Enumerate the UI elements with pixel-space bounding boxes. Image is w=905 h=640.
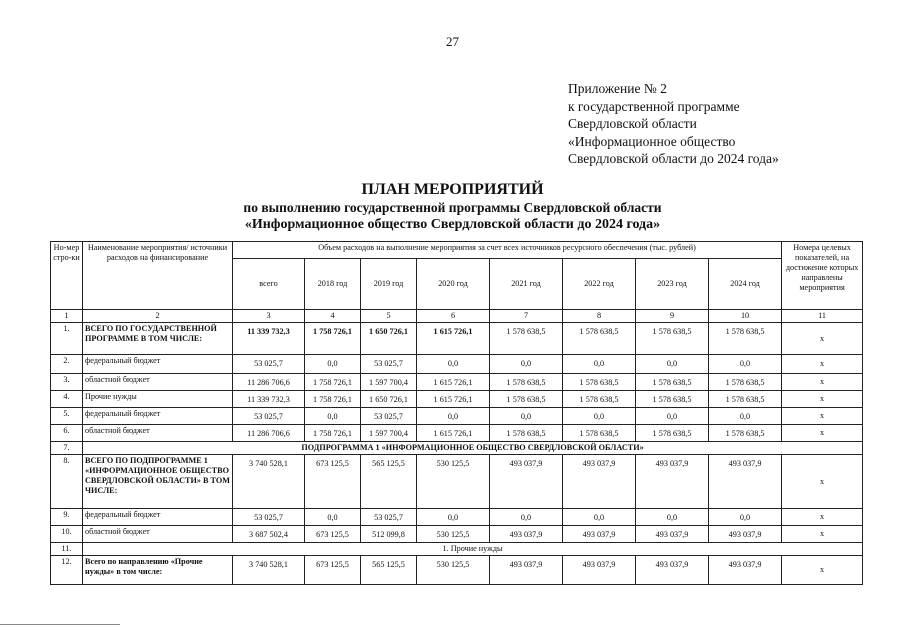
expense-value: 0,0: [417, 408, 490, 425]
section-title: 1. Прочие нужды: [83, 543, 863, 556]
row-number: 3.: [51, 374, 83, 391]
table-row: [51, 509, 863, 526]
section-row: [51, 442, 863, 455]
document-title: [0, 180, 905, 234]
target-indicator: x: [782, 355, 863, 374]
header-row-number: Но-мер стро-ки: [51, 242, 83, 310]
header-year-total: всего: [233, 259, 305, 310]
expense-value: 0,0: [709, 509, 782, 526]
table-row: [51, 355, 863, 374]
activity-name: федеральный бюджет: [83, 355, 233, 374]
expense-value: 53 025,7: [361, 509, 417, 526]
column-number: 9: [636, 310, 709, 323]
row-number: 6.: [51, 425, 83, 442]
expense-value: 493 037,9: [563, 455, 636, 509]
expense-value: 0,0: [417, 355, 490, 374]
expense-value: 1 578 638,5: [709, 374, 782, 391]
page-number: 27: [446, 34, 459, 49]
title-line-2: «Информационное общество Свердловской области до 2024 года»: [244, 217, 661, 232]
activity-name: федеральный бюджет: [83, 408, 233, 425]
header-year-2019: 2019 год: [361, 259, 417, 310]
activity-name: областной бюджет: [83, 526, 233, 543]
header-target-indicators: Номера целевых показателей, на достижение которых направлены мероприятия: [782, 242, 863, 310]
expense-value: 493 037,9: [563, 526, 636, 543]
expense-value: 1 578 638,5: [709, 323, 782, 355]
header-year-2021: 2021 год: [490, 259, 563, 310]
expense-value: 0,0: [490, 408, 563, 425]
expense-value: 0,0: [709, 355, 782, 374]
expense-value: 3 740 528,1: [233, 455, 305, 509]
expense-value: 1 758 726,1: [305, 391, 361, 408]
expense-value: 1 758 726,1: [305, 374, 361, 391]
scan-edge-line: [0, 624, 120, 625]
expense-value: 1 597 700,4: [361, 374, 417, 391]
header-expense-volume: Объем расходов на выполнение мероприятия за счет всех источников ресурсного обеспечения (тыс. рублей): [233, 242, 782, 259]
activity-name: Всего по направлению «Прочие нужды» в том числе:: [83, 556, 233, 585]
header-activity-name: Наименование мероприятия/ источники расходов на финансирование: [83, 242, 233, 310]
header-year-2023: 2023 год: [636, 259, 709, 310]
expense-value: 0,0: [490, 355, 563, 374]
expense-value: 493 037,9: [709, 526, 782, 543]
expense-value: 530 125,5: [417, 526, 490, 543]
activity-name: федеральный бюджет: [83, 509, 233, 526]
column-number: 10: [709, 310, 782, 323]
expense-value: 53 025,7: [361, 355, 417, 374]
expense-value: 1 615 726,1: [417, 425, 490, 442]
row-number: 4.: [51, 391, 83, 408]
expense-value: 1 578 638,5: [636, 425, 709, 442]
row-number: 8.: [51, 455, 83, 509]
column-number: 3: [233, 310, 305, 323]
expense-value: 11 339 732,3: [233, 323, 305, 355]
expense-value: 1 578 638,5: [709, 425, 782, 442]
appendix-note: [568, 80, 779, 168]
column-number: 6: [417, 310, 490, 323]
target-indicator: x: [782, 391, 863, 408]
expense-value: 1 578 638,5: [563, 374, 636, 391]
expense-value: 530 125,5: [417, 455, 490, 509]
expense-value: 0,0: [636, 355, 709, 374]
title-line-1: по выполнению государственной программы Свердловской области: [243, 200, 662, 215]
expense-value: 1 615 726,1: [417, 391, 490, 408]
column-number: 5: [361, 310, 417, 323]
table-row: [51, 408, 863, 425]
expense-value: 1 578 638,5: [490, 425, 563, 442]
table-row: [51, 323, 863, 355]
expense-value: 673 125,5: [305, 526, 361, 543]
row-number: 11.: [51, 543, 83, 556]
expense-value: 0,0: [305, 408, 361, 425]
expense-value: 3 687 502,4: [233, 526, 305, 543]
row-number: 5.: [51, 408, 83, 425]
plan-table-body: [51, 323, 863, 585]
header-year-2020: 2020 год: [417, 259, 490, 310]
target-indicator: x: [782, 526, 863, 543]
row-number: 2.: [51, 355, 83, 374]
expense-value: 493 037,9: [636, 526, 709, 543]
target-indicator: x: [782, 374, 863, 391]
expense-value: 3 740 528,1: [233, 556, 305, 585]
expense-value: 1 615 726,1: [417, 374, 490, 391]
header-year-2024: 2024 год: [709, 259, 782, 310]
expense-value: 1 578 638,5: [709, 391, 782, 408]
expense-value: 493 037,9: [490, 526, 563, 543]
expense-value: 1 597 700,4: [361, 425, 417, 442]
expense-value: 493 037,9: [490, 556, 563, 585]
expense-value: 1 650 726,1: [361, 391, 417, 408]
expense-value: 0,0: [709, 408, 782, 425]
expense-value: 53 025,7: [233, 408, 305, 425]
row-number: 9.: [51, 509, 83, 526]
expense-value: 1 615 726,1: [417, 323, 490, 355]
expense-value: 512 099,8: [361, 526, 417, 543]
expense-value: 0,0: [305, 355, 361, 374]
expense-value: 565 125,5: [361, 455, 417, 509]
header-year-2018: 2018 год: [305, 259, 361, 310]
appendix-line: Приложение № 2: [568, 81, 667, 96]
appendix-line: Свердловской области до 2024 года»: [568, 151, 779, 166]
expense-value: 673 125,5: [305, 455, 361, 509]
expense-value: 1 578 638,5: [563, 425, 636, 442]
expense-value: 0,0: [563, 408, 636, 425]
expense-value: 493 037,9: [636, 556, 709, 585]
target-indicator: x: [782, 408, 863, 425]
expense-value: 1 578 638,5: [490, 323, 563, 355]
plan-table: [50, 241, 863, 585]
column-number: 1: [51, 310, 83, 323]
activity-name: ВСЕГО ПО ГОСУДАРСТВЕННОЙ ПРОГРАММЕ В ТОМ ЧИСЛЕ:: [83, 323, 233, 355]
section-row: [51, 543, 863, 556]
column-number: 11: [782, 310, 863, 323]
expense-value: 0,0: [636, 509, 709, 526]
table-row: [51, 391, 863, 408]
expense-value: 493 037,9: [709, 455, 782, 509]
table-row: [51, 526, 863, 543]
expense-value: 1 578 638,5: [636, 391, 709, 408]
expense-value: 1 758 726,1: [305, 323, 361, 355]
expense-value: 0,0: [417, 509, 490, 526]
header-year-2022: 2022 год: [563, 259, 636, 310]
row-number: 1.: [51, 323, 83, 355]
expense-value: 11 286 706,6: [233, 425, 305, 442]
expense-value: 1 578 638,5: [636, 374, 709, 391]
expense-value: 53 025,7: [361, 408, 417, 425]
expense-value: 493 037,9: [709, 556, 782, 585]
expense-value: 0,0: [305, 509, 361, 526]
activity-name: областной бюджет: [83, 374, 233, 391]
expense-value: 0,0: [563, 355, 636, 374]
expense-value: 493 037,9: [563, 556, 636, 585]
activity-name: Прочие нужды: [83, 391, 233, 408]
column-number: 4: [305, 310, 361, 323]
expense-value: 493 037,9: [490, 455, 563, 509]
row-number: 7.: [51, 442, 83, 455]
column-number: 2: [83, 310, 233, 323]
expense-value: 530 125,5: [417, 556, 490, 585]
expense-value: 0,0: [490, 509, 563, 526]
target-indicator: x: [782, 509, 863, 526]
expense-value: 53 025,7: [233, 509, 305, 526]
expense-value: 1 578 638,5: [636, 323, 709, 355]
column-number: 8: [563, 310, 636, 323]
target-indicator: x: [782, 425, 863, 442]
appendix-line: к государственной программе: [568, 98, 740, 114]
expense-value: 53 025,7: [233, 355, 305, 374]
expense-value: 673 125,5: [305, 556, 361, 585]
activity-name: областной бюджет: [83, 425, 233, 442]
expense-value: 1 578 638,5: [563, 323, 636, 355]
expense-value: 11 339 732,3: [233, 391, 305, 408]
expense-value: 0,0: [636, 408, 709, 425]
table-row: [51, 425, 863, 442]
section-title: ПОДПРОГРАММА 1 «ИНФОРМАЦИОННОЕ ОБЩЕСТВО СВЕРДЛОВСКОЙ ОБЛАСТИ»: [83, 442, 863, 455]
activity-name: ВСЕГО ПО ПОДПРОГРАММЕ 1 «ИНФОРМАЦИОННОЕ ОБЩЕСТВО СВЕРДЛОВСКОЙ ОБЛАСТИ» В ТОМ ЧИСЛЕ:: [83, 455, 233, 509]
column-number: 7: [490, 310, 563, 323]
expense-value: 1 578 638,5: [490, 391, 563, 408]
expense-value: 11 286 706,6: [233, 374, 305, 391]
expense-value: 493 037,9: [636, 455, 709, 509]
expense-value: 1 650 726,1: [361, 323, 417, 355]
table-row: [51, 556, 863, 585]
table-row: [51, 455, 863, 509]
target-indicator: x: [782, 455, 863, 509]
title-main: ПЛАН МЕРОПРИЯТИЙ: [361, 181, 544, 198]
expense-value: 1 758 726,1: [305, 425, 361, 442]
expense-value: 1 578 638,5: [490, 374, 563, 391]
appendix-line: Свердловской области: [568, 116, 697, 131]
row-number: 12.: [51, 556, 83, 585]
target-indicator: x: [782, 556, 863, 585]
row-number: 10.: [51, 526, 83, 543]
appendix-line: «Информационное общество: [568, 133, 736, 149]
expense-value: 565 125,5: [361, 556, 417, 585]
target-indicator: x: [782, 323, 863, 355]
expense-value: 0,0: [563, 509, 636, 526]
table-row: [51, 374, 863, 391]
expense-value: 1 578 638,5: [563, 391, 636, 408]
